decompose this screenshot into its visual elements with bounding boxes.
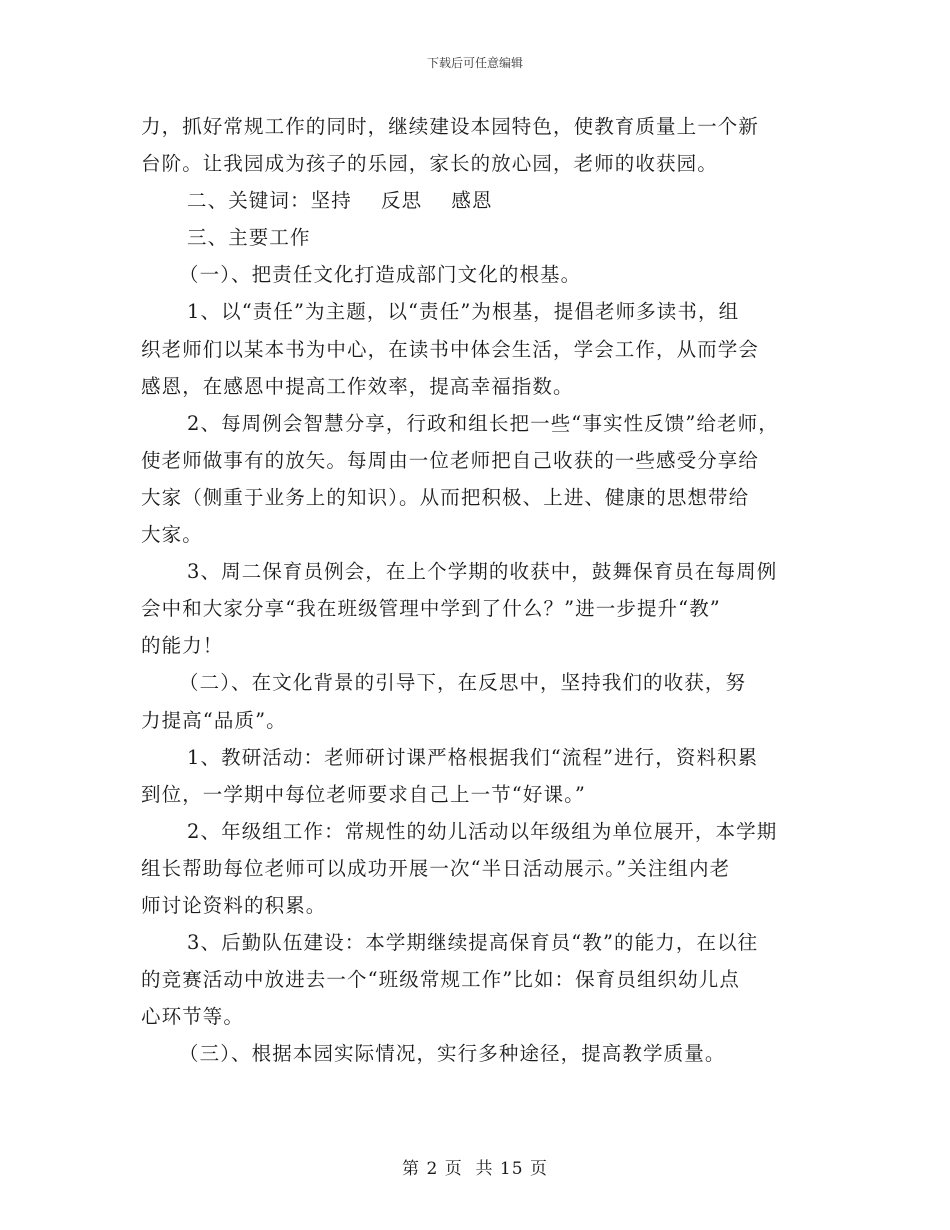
footer-prefix: 第 (402, 1159, 421, 1179)
keywords-line: 二、关键词：坚持 反思 感恩 (187, 189, 493, 213)
paragraph-line: 3、周二保育员例会，在上个学期的收获中，鼓舞保育员在每周例 (187, 560, 778, 584)
paragraph-line: 大家（侧重于业务上的知识）。从而把积极、上进、健康的思想带给 (141, 485, 750, 509)
subsection-heading: （二）、在文化背景的引导下，在反思中，坚持我们的收获，努 (179, 671, 747, 695)
paragraph-line: 台阶。让我园成为孩子的乐园，家长的放心园，老师的收获园。 (141, 152, 718, 176)
paragraph-line: 力提高“品质”。 (141, 708, 287, 732)
paragraph-line: 到位，一学期中每位老师要求自己上一节“好课。” (141, 782, 586, 806)
paragraph-line: 组长帮助每位老师可以成功开展一次“半日活动展示。”关注组内老 (141, 856, 731, 880)
total-page-count: 15 (499, 1159, 524, 1179)
paragraph-line: 会中和大家分享“我在班级管理中学到了什么？”进一步提升“教” (141, 597, 721, 621)
subsection-heading: （一）、把责任文化打造成部门文化的根基。 (179, 263, 582, 287)
paragraph-line: 1、以“责任”为主题，以“责任”为根基，提倡老师多读书，组 (187, 300, 740, 324)
subsection-heading: （三）、根据本园实际情况，实行多种途径，提高教学质量。 (179, 1042, 726, 1066)
footer-middle: 页 共 (444, 1159, 494, 1179)
paragraph-line: 心环节等。 (141, 1005, 245, 1029)
paragraph-line: 力，抓好常规工作的同时，继续建设本园特色，使教育质量上一个新 (141, 115, 760, 138)
paragraph-line: 2、每周例会智慧分享，行政和组长把一些“事实性反馈”给老师， (187, 411, 779, 435)
section-heading (141, 182, 821, 219)
paragraph-line: 的能力！ (141, 634, 224, 658)
paragraph-line: 使老师做事有的放矢。每周由一位老师把自己收获的一些感受分享给 (141, 448, 760, 472)
footer-suffix: 页 (529, 1159, 548, 1179)
page-footer (0, 1154, 950, 1179)
paragraph-line: 织老师们以某本书为中心，在读书中体会生活，学会工作，从而学会 (141, 337, 760, 361)
paragraph-line: 师讨论资料的积累。 (141, 893, 327, 917)
current-page-number: 2 (426, 1159, 439, 1179)
paragraph-line: 感恩，在感恩中提高工作效率，提高幸福指数。 (141, 374, 574, 398)
document-body (141, 108, 821, 1072)
paragraph-line: 的竞赛活动中放进去一个“班级常规工作”比如：保育员组织幼儿点 (141, 968, 740, 992)
paragraph-line: 1、教研活动：老师研讨课严格根据我们“流程”进行，资料积累 (187, 745, 759, 769)
page-header: 下载后可任意编辑 (426, 56, 523, 70)
section-heading: 三、主要工作 (187, 226, 311, 250)
paragraph-line: 2、年级组工作：常规性的幼儿活动以年级组为单位展开，本学期 (187, 819, 778, 843)
paragraph-line: 大家。 (141, 523, 203, 547)
paragraph-line: 3、后勤队伍建设：本学期继续提高保育员“教”的能力，在以往 (187, 931, 759, 955)
